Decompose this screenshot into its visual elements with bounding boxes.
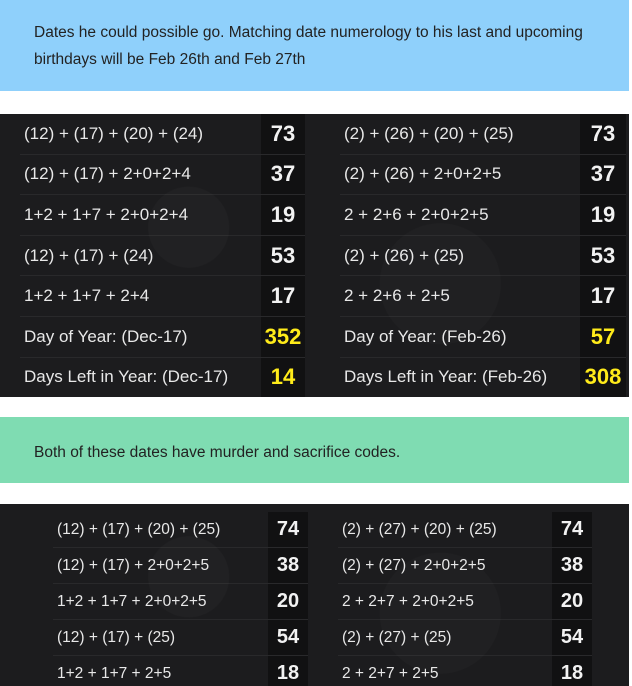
table-row	[338, 620, 592, 656]
row-value: 73	[580, 114, 626, 154]
codes-note-text: Both of these dates have murder and sacrifice codes.	[34, 444, 401, 461]
table-row	[340, 236, 626, 277]
row-expression: (12) + (17) + (25)	[57, 628, 176, 646]
row-value: 19	[580, 195, 626, 235]
row-expression: (12) + (17) + (20) + (24)	[24, 123, 204, 143]
row-value-highlight: 14	[261, 358, 305, 398]
row-value-highlight: 57	[580, 317, 626, 357]
row-value: 74	[552, 512, 592, 547]
table-row	[340, 114, 626, 155]
codes-note	[0, 417, 629, 483]
table-row	[53, 584, 308, 620]
table-row	[338, 656, 592, 686]
row-value: 19	[261, 195, 305, 235]
row-value: 37	[580, 155, 626, 195]
row-value: 53	[261, 236, 305, 276]
row-value: 73	[261, 114, 305, 154]
intro-note	[0, 0, 629, 91]
row-value: 20	[268, 584, 308, 619]
row-value: 18	[552, 656, 592, 686]
row-expression: 1+2 + 1+7 + 2+0+2+5	[57, 592, 207, 610]
row-expression: 2 + 2+7 + 2+5	[342, 664, 439, 682]
row-expression: 1+2 + 1+7 + 2+4	[24, 286, 150, 306]
table-row	[53, 512, 308, 548]
table-row	[340, 317, 626, 358]
row-expression: (12) + (17) + 2+0+2+4	[24, 164, 191, 184]
row-value: 17	[580, 276, 626, 316]
table-row	[20, 236, 305, 277]
row-expression: (2) + (26) + (20) + (25)	[344, 123, 514, 143]
row-value: 17	[261, 276, 305, 316]
table-row	[20, 276, 305, 317]
row-expression: 1+2 + 1+7 + 2+5	[57, 664, 172, 682]
row-value: 74	[268, 512, 308, 547]
table1-right-column	[340, 114, 626, 398]
row-expression: Days Left in Year: (Feb-26)	[344, 367, 548, 387]
table-row	[338, 548, 592, 584]
table-row	[20, 195, 305, 236]
row-value: 54	[268, 620, 308, 655]
numerology-table-1	[0, 114, 629, 397]
row-expression: (2) + (26) + (25)	[344, 245, 464, 265]
row-value: 38	[552, 548, 592, 583]
table-row	[20, 114, 305, 155]
row-expression: (2) + (27) + (20) + (25)	[342, 520, 497, 538]
table1-left-column	[20, 114, 305, 398]
row-expression: (12) + (17) + (20) + (25)	[57, 520, 221, 538]
row-value-highlight: 352	[261, 317, 305, 357]
intro-note-text: Dates he could possible go. Matching date numerology to his last and upcoming birthdays will be Feb 26th and Feb 27th	[34, 24, 583, 68]
row-expression: 2 + 2+6 + 2+5	[344, 286, 450, 306]
row-expression: Day of Year: (Dec-17)	[24, 326, 188, 346]
table-row	[340, 195, 626, 236]
table-row	[53, 656, 308, 686]
row-expression: (2) + (26) + 2+0+2+5	[344, 164, 502, 184]
row-value: 54	[552, 620, 592, 655]
table-row	[340, 276, 626, 317]
row-expression: 1+2 + 1+7 + 2+0+2+4	[24, 204, 189, 224]
row-value: 37	[261, 155, 305, 195]
row-expression: (12) + (17) + (24)	[24, 245, 154, 265]
row-expression: 2 + 2+7 + 2+0+2+5	[342, 592, 474, 610]
row-value: 18	[268, 656, 308, 686]
row-value: 38	[268, 548, 308, 583]
table-row	[53, 548, 308, 584]
table-row	[340, 358, 626, 399]
table2-right-column	[338, 512, 592, 686]
row-value-highlight: 308	[580, 358, 626, 398]
table2-left-column	[53, 512, 308, 686]
table-row	[338, 584, 592, 620]
row-value: 53	[580, 236, 626, 276]
row-expression: (2) + (27) + 2+0+2+5	[342, 556, 486, 574]
row-expression: Days Left in Year: (Dec-17)	[24, 367, 229, 387]
table-row	[20, 317, 305, 358]
table-row	[53, 620, 308, 656]
row-expression: 2 + 2+6 + 2+0+2+5	[344, 204, 489, 224]
table-row	[340, 155, 626, 196]
table-row	[338, 512, 592, 548]
table-row	[20, 155, 305, 196]
table-row	[20, 358, 305, 399]
numerology-table-2	[0, 504, 629, 686]
row-expression: (12) + (17) + 2+0+2+5	[57, 556, 210, 574]
row-value: 20	[552, 584, 592, 619]
row-expression: (2) + (27) + (25)	[342, 628, 452, 646]
row-expression: Day of Year: (Feb-26)	[344, 326, 507, 346]
